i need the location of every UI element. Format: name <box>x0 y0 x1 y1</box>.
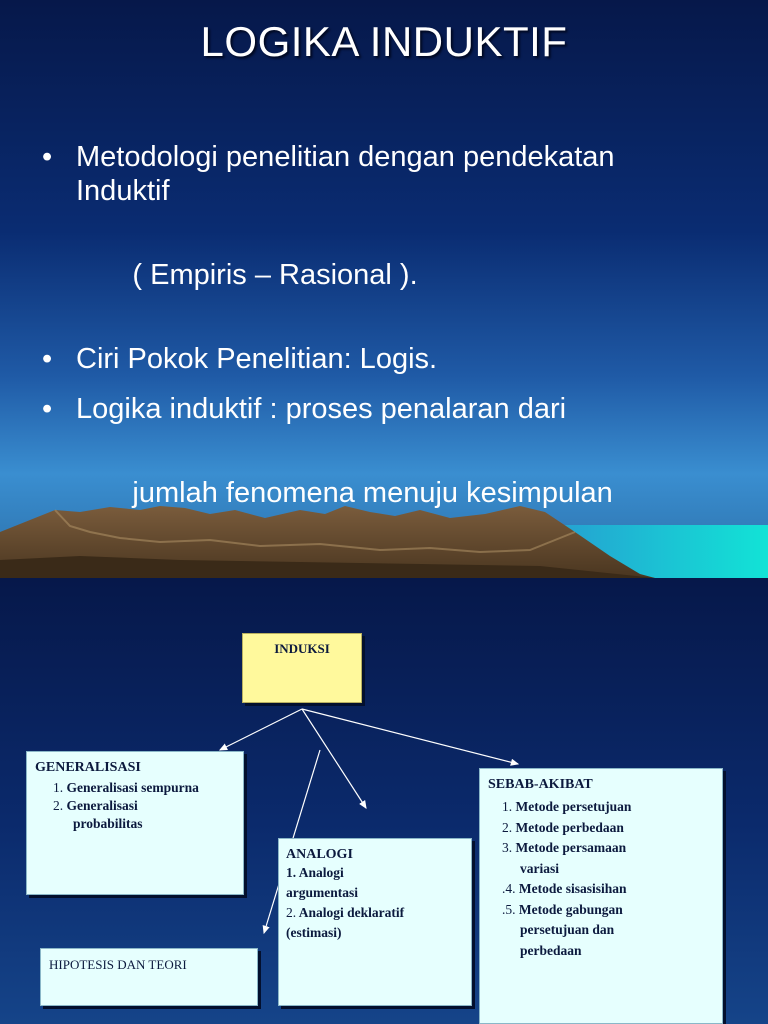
induksi-label: INDUKSI <box>274 641 330 656</box>
sebab-akibat-title: SEBAB-AKIBAT <box>488 777 593 792</box>
list-item: perbedaan <box>520 942 582 958</box>
sebab-akibat-list <box>488 797 714 961</box>
list-item: .5. Metode gabungan <box>502 901 623 917</box>
list-item: variasi <box>520 860 559 876</box>
list-item: 3. Metode persamaan <box>502 840 627 855</box>
bullet-line: ( Empiris – Rasional ). <box>124 259 418 291</box>
list-item: argumentasi <box>286 885 358 900</box>
bullet-line: jumlah fenomena menuju kesimpulan <box>124 477 613 509</box>
analogi-box <box>278 838 472 1006</box>
slide-title: LOGIKA INDUKTIF <box>200 18 568 65</box>
mountain-landscape-illustration <box>0 490 768 578</box>
slide-induksi-diagram <box>0 578 768 1024</box>
generalisasi-box <box>26 751 244 895</box>
analogi-title: ANALOGI <box>286 847 353 862</box>
arrow-to-sebab-akibat <box>302 709 518 764</box>
bullet-line: Induktif <box>76 175 170 207</box>
bullet-line: Metodologi penelitian dengan pendekatan <box>76 141 615 173</box>
list-item: 1. Metode persetujuan <box>502 799 632 814</box>
generalisasi-list <box>35 779 235 833</box>
bullet-continuation <box>40 224 740 326</box>
list-item: 1. Analogi <box>286 865 344 880</box>
induksi-box <box>242 633 362 703</box>
list-item: persetujuan dan <box>520 922 615 937</box>
bullet-line: Logika induktif : proses penalaran dari <box>76 393 567 425</box>
hipotesis-teori-box <box>40 948 258 1006</box>
list-item: 2. Analogi deklaratif <box>286 905 405 920</box>
analogi-list <box>286 863 464 943</box>
list-item: probabilitas <box>73 816 143 831</box>
bullet-item <box>40 342 740 376</box>
arrow-to-generalisasi <box>220 709 302 750</box>
arrow-to-analogi <box>302 709 366 808</box>
list-item: (estimasi) <box>286 925 342 940</box>
hipotesis-label: HIPOTESIS DAN TEORI <box>49 957 187 972</box>
list-item: 2. Metode perbedaan <box>502 819 624 835</box>
bullet-item <box>40 392 740 426</box>
sebab-akibat-box <box>479 768 723 1024</box>
list-item: .4. Metode sisasisihan <box>502 881 627 896</box>
bullet-item <box>40 140 740 208</box>
bullet-line: Ciri Pokok Penelitian: Logis. <box>76 343 438 375</box>
list-item: 1. Generalisasi sempurna <box>53 780 199 795</box>
generalisasi-title: GENERALISASI <box>35 760 141 775</box>
list-item: 2. Generalisasi <box>53 798 138 813</box>
